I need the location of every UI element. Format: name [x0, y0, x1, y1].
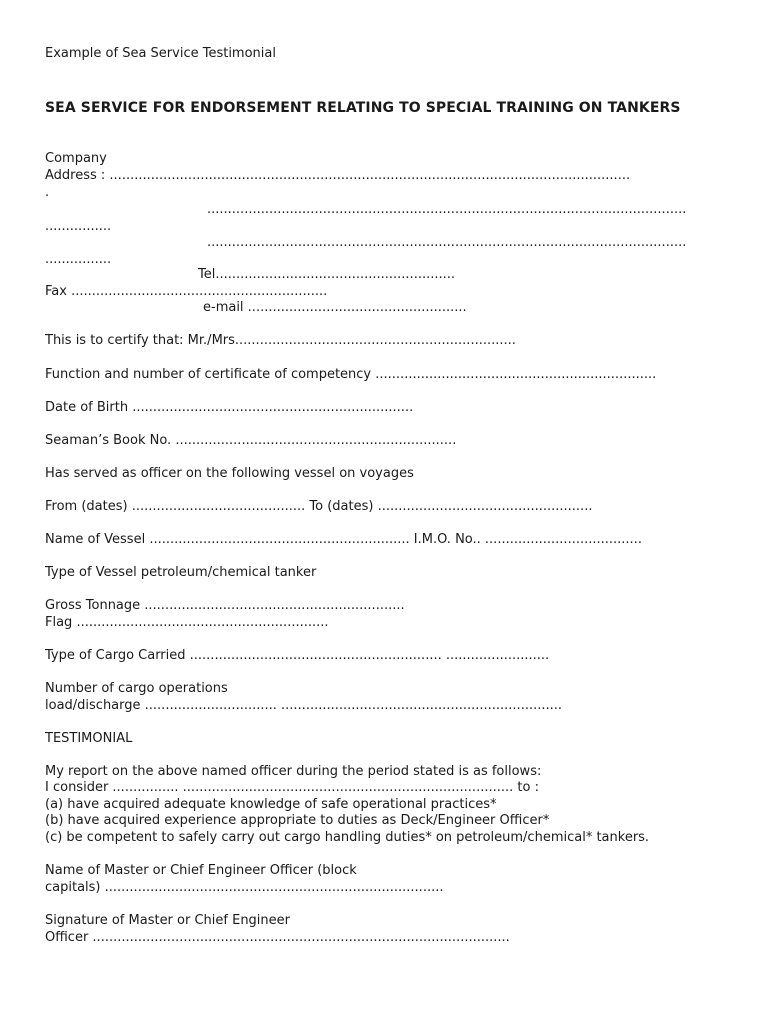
item-b: (b) have acquired experience appropriate to duties as Deck/Engineer Officer* [45, 813, 550, 828]
dates-line: From (dates) .......................................... To (dates) .................................................... [45, 499, 593, 514]
cargo-line: Type of Cargo Carried ............................................................. ......................... [45, 648, 550, 663]
gross-tonnage-line: Gross Tonnage ............................................................... [45, 598, 405, 613]
address-line-2: .................................................................................................................... [207, 202, 687, 217]
master-name-cont: capitals) .................................................................................. [45, 880, 444, 895]
fax-field: Fax .............................................................. [45, 284, 328, 299]
email-field: e-mail ..................................................... [203, 300, 467, 315]
consider-line: I consider ................ ................................................................................ to : [45, 780, 539, 795]
dob-line: Date of Birth .................................................................... [45, 400, 414, 415]
item-c: (c) be competent to safely carry out cargo handling duties* on petroleum/chemical* tankers. [45, 830, 650, 845]
seaman-book-line: Seaman’s Book No. .................................................................... [45, 433, 457, 448]
address-line-1-cont: . [45, 185, 50, 200]
function-line: Function and number of certificate of competency .................................................................... [45, 367, 657, 382]
address-line-1: Address : .............................................................................................................................. [45, 168, 631, 183]
served-line: Has served as officer on the following vessel on voyages [45, 466, 414, 481]
load-discharge-line: load/discharge ................................ .................................................................... [45, 698, 563, 713]
report-line: My report on the above named officer during the period stated is as follows: [45, 764, 542, 779]
signature-cont: Officer ..................................................................................................... [45, 930, 510, 945]
certify-line: This is to certify that: Mr./Mrs.................................................................... [45, 333, 516, 348]
address-line-2-cont: ................ [45, 219, 112, 234]
vessel-line: Name of Vessel ............................................................... I.M.O. No.. ...................................... [45, 532, 642, 547]
document-heading: Example of Sea Service Testimonial [45, 46, 276, 61]
master-name-line: Name of Master or Chief Engineer Officer (block [45, 863, 357, 878]
vessel-type-line: Type of Vessel petroleum/chemical tanker [45, 565, 317, 580]
item-a: (a) have acquired adequate knowledge of safe operational practices* [45, 797, 497, 812]
testimonial-heading: TESTIMONIAL [45, 731, 133, 746]
signature-line: Signature of Master or Chief Engineer [45, 913, 291, 928]
cargo-ops-line: Number of cargo operations [45, 681, 228, 696]
tel-field: Tel.......................................................... [198, 267, 456, 282]
document-title: SEA SERVICE FOR ENDORSEMENT RELATING TO SPECIAL TRAINING ON TANKERS [45, 100, 681, 116]
company-label: Company [45, 151, 107, 166]
address-line-3: .................................................................................................................... [207, 235, 687, 250]
flag-line: Flag ............................................................. [45, 615, 329, 630]
address-line-3-cont: ................ [45, 252, 112, 267]
